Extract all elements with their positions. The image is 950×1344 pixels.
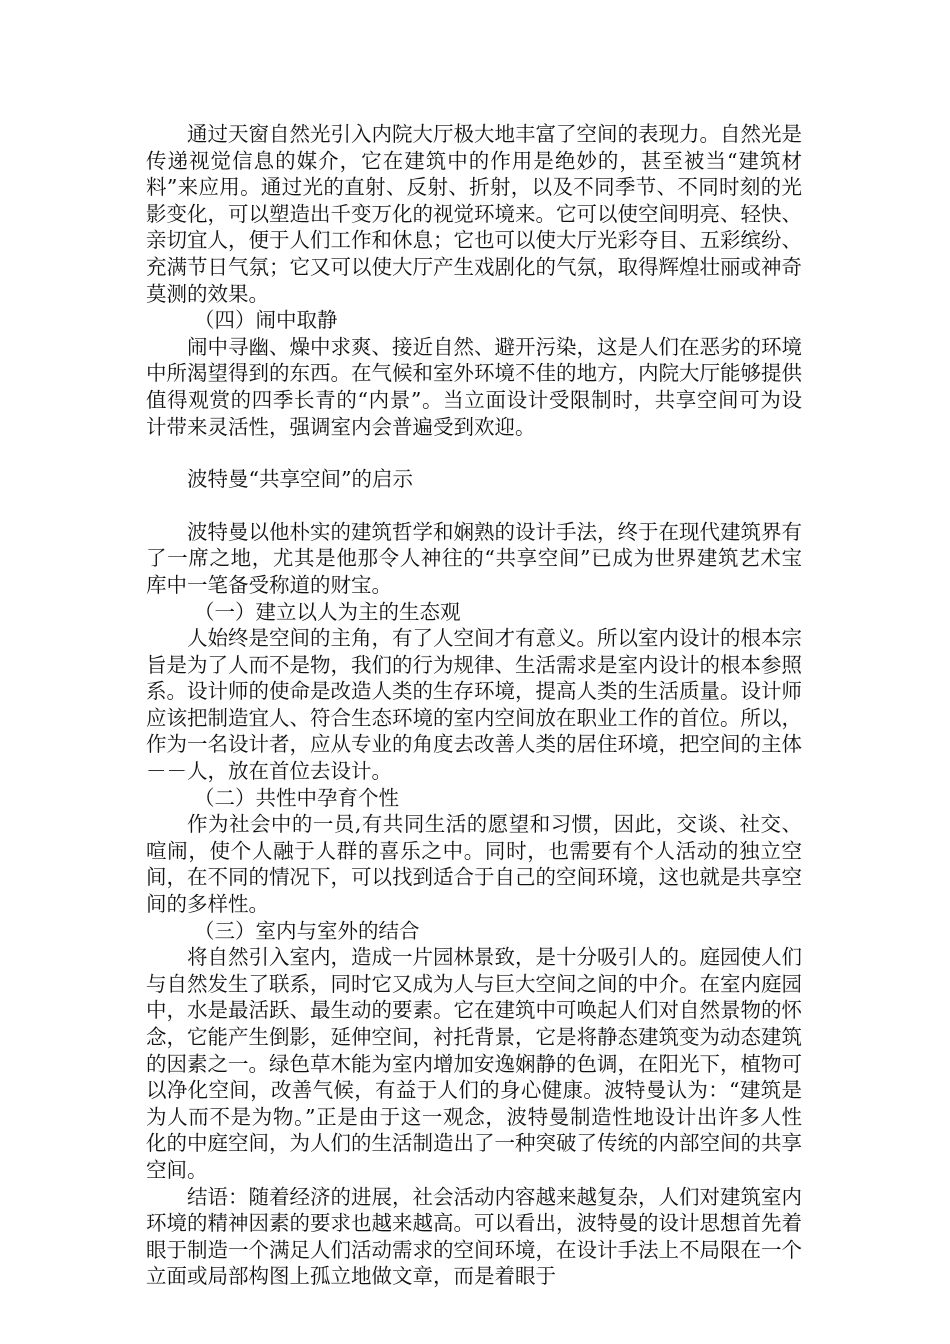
paragraph-quiet: 闹中寻幽、燥中求爽、接近自然、避开污染，这是人们在恶劣的环境中所渴望得到的东西。在气候和室外环境不佳的地方，内院大厅能够提供值得观赏的四季长青的“内景”。当立面设计受限制时，共享空间可为设计带来灵活性，强调室内会普遍受到欢迎。 <box>146 334 802 439</box>
subheading-four: （四）闹中取静 <box>194 308 338 333</box>
subheading-one: （一）建立以人为主的生态观 <box>194 599 461 624</box>
paragraph-conclusion: 结语：随着经济的进展，社会活动内容越来越复杂，人们对建筑室内环境的精神因素的要求也越来越高。可以看出，波特曼的设计思想首先着眼于制造一个满足人们活动需求的空间环境，在设计手法上不局限在一个立面或局部构图上孤立地做文章，而是着眼于 <box>146 1184 802 1289</box>
paragraph-skylight: 通过天窗自然光引入内院大厅极大地丰富了空间的表现力。自然光是传递视觉信息的媒介，它在建筑中的作用是绝妙的，甚至被当“建筑材料”来应用。通过光的直射、反射、折射，以及不同季节、不同时刻的光影变化，可以塑造出千变万化的视觉环境来。它可以使空间明亮、轻快、亲切宜人，便于人们工作和休息；它也可以使大厅光彩夺目、五彩缤纷、充满节日气氛；它又可以使大厅产生戏剧化的气氛，取得辉煌壮丽或神奇莫测的效果。 <box>146 122 802 306</box>
subheading-three: （三）室内与室外的结合 <box>194 918 420 943</box>
section-title: 波特曼“共享空间”的启示 <box>187 467 413 492</box>
paragraph-indoor-outdoor: 将自然引入室内，造成一片园林景致，是十分吸引人的。庭园使人们与自然发生了联系，同时它又成为人与巨大空间之间的中介。在室内庭园中，水是最活跃、最生动的要素。它在建筑中可唤起人们对自然景物的怀念，它能产生倒影，延伸空间，衬托背景，它是将静态建筑变为动态建筑的因素之一。绿色草木能为室内增加安逸娴静的色调，在阳光下，植物可以净化空间，改善气候，有益于人们的身心健康。波特曼认为：“建筑是为人而不是为物。”正是由于这一观念，波特曼制造性地设计出许多人性化的中庭空间，为人们的生活制造出了一种突破了传统的内部空间的共享空间。 <box>146 945 802 1182</box>
paragraph-portman-intro: 波特曼以他朴实的建筑哲学和娴熟的设计手法，终于在现代建筑界有了一席之地，尤其是他那令人神往的“共享空间”已成为世界建筑艺术宝库中一笔备受称道的财宝。 <box>146 519 802 597</box>
paragraph-individuality: 作为社会中的一员,有共同生活的愿望和习惯，因此，交谈、社交、喧闹，使个人融于人群的喜乐之中。同时，也需要有个人活动的独立空间，在不同的情况下，可以找到适合于自己的空间环境，这也就是共享空间的多样性。 <box>146 812 802 917</box>
body-text <box>146 121 802 1290</box>
paragraph-human-centered: 人始终是空间的主角，有了人空间才有意义。所以室内设计的根本宗旨是为了人而不是物，我们的行为规律、生活需求是室内设计的根本参照系。设计师的使命是改造人类的生存环境，提高人类的生活质量。设计师应该把制造宜人、符合生态环境的室内空间放在职业工作的首位。所以，作为一名设计者，应从专业的角度去改善人类的居住环境，把空间的主体－－人，放在首位去设计。 <box>146 626 802 784</box>
subheading-two: （二）共性中孕育个性 <box>194 785 399 810</box>
